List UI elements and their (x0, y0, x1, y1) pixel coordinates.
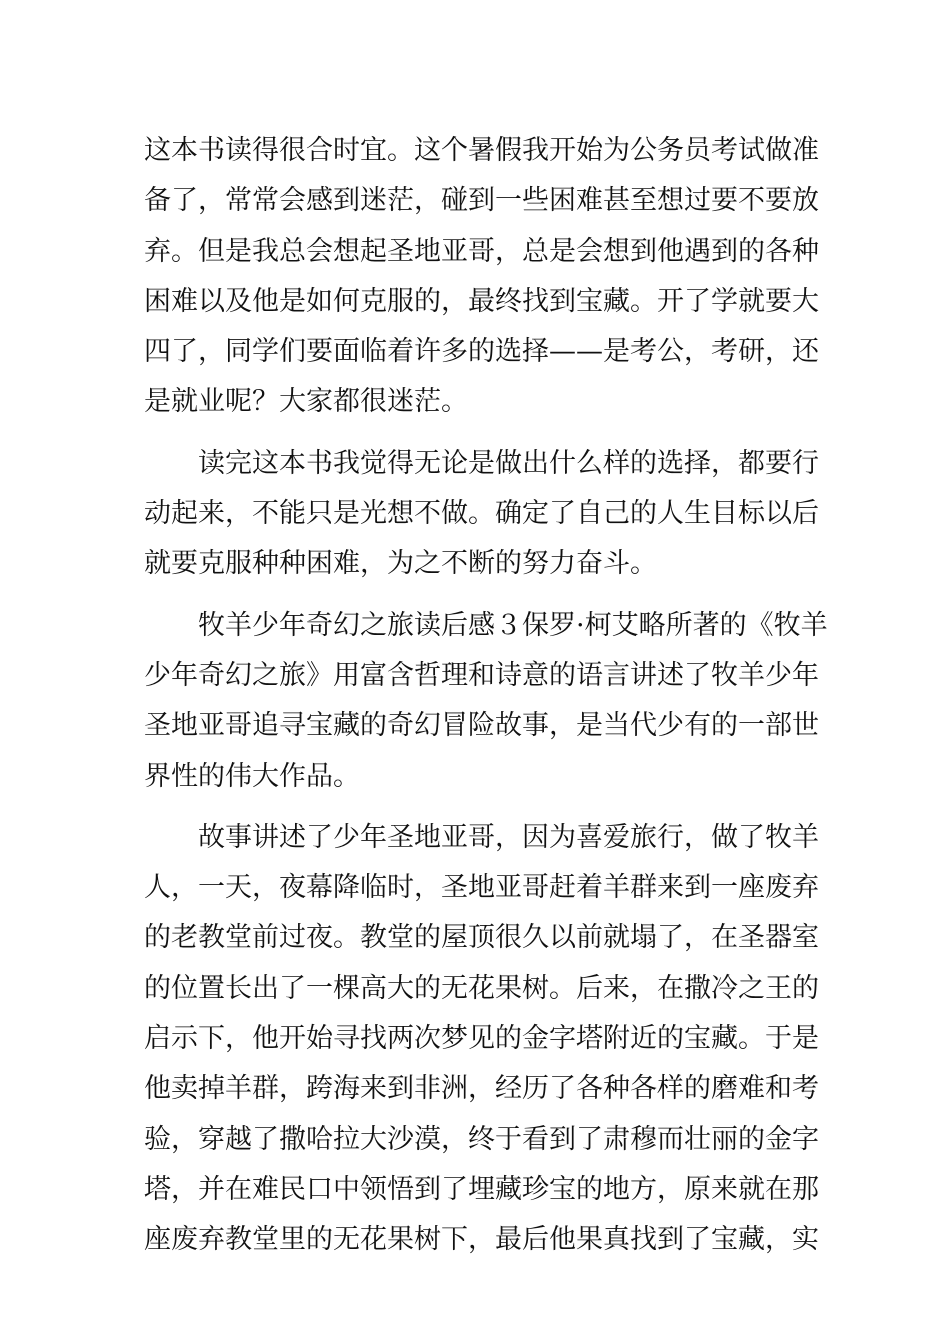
text-line: 弃。但是我总会想起圣地亚哥，总是会想到他遇到的各种 (144, 235, 819, 267)
text-line: 四了，同学们要面临着许多的选择——是考公，考研，还 (144, 336, 819, 368)
paragraph (144, 813, 819, 1266)
body-text (144, 126, 828, 1266)
text-line: 就要克服种种困难，为之不断的努力奋斗。 (144, 548, 657, 580)
paragraph (144, 126, 819, 428)
text-line: 启示下，他开始寻找两次梦见的金字塔附近的宝藏。于是 (144, 1023, 819, 1055)
text-line: 的老教堂前过夜。教堂的屋顶很久以前就塌了，在圣器室 (144, 922, 819, 954)
text-line: 少年奇幻之旅》用富含哲理和诗意的语言讲述了牧羊少年 (144, 659, 819, 691)
text-line: 界性的伟大作品。 (144, 760, 360, 792)
text-line: 这本书读得很合时宜。这个暑假我开始为公务员考试做准 (144, 135, 819, 166)
paragraph-gap (144, 590, 809, 601)
paragraph-gap (144, 802, 809, 813)
paragraph (144, 601, 828, 802)
text-line: 牧羊少年奇幻之旅读后感３保罗·柯艾略所著的《牧羊 (198, 609, 828, 641)
paragraph-gap (144, 428, 809, 439)
text-line: 困难以及他是如何克服的，最终找到宝藏。开了学就要大 (144, 285, 819, 317)
text-line: 动起来，不能只是光想不做。确定了自己的人生目标以后 (144, 498, 819, 530)
text-line: 读完这本书我觉得无论是做出什么样的选择，都要行 (198, 447, 819, 479)
text-line: 人，一天，夜幕降临时，圣地亚哥赶着羊群来到一座废弃 (144, 872, 819, 904)
text-line: 验，穿越了撒哈拉大沙漠，终于看到了肃穆而壮丽的金字 (144, 1123, 819, 1155)
text-line: 故事讲述了少年圣地亚哥，因为喜爱旅行，做了牧羊 (198, 821, 819, 853)
text-line: 的位置长出了一棵高大的无花果树。后来，在撒冷之王的 (144, 972, 819, 1004)
text-line: 是就业呢？大家都很迷茫。 (144, 386, 468, 418)
text-line: 备了，常常会感到迷茫，碰到一些困难甚至想过要不要放 (144, 185, 819, 217)
text-line: 座废弃教堂里的无花果树下，最后他果真找到了宝藏，实 (144, 1224, 819, 1256)
text-line: 圣地亚哥追寻宝藏的奇幻冒险故事，是当代少有的一部世 (144, 710, 819, 742)
text-line: 塔，并在难民口中领悟到了埋藏珍宝的地方，原来就在那 (144, 1173, 819, 1205)
text-line: 他卖掉羊群，跨海来到非洲，经历了各种各样的磨难和考 (144, 1073, 819, 1105)
paragraph (144, 439, 819, 590)
